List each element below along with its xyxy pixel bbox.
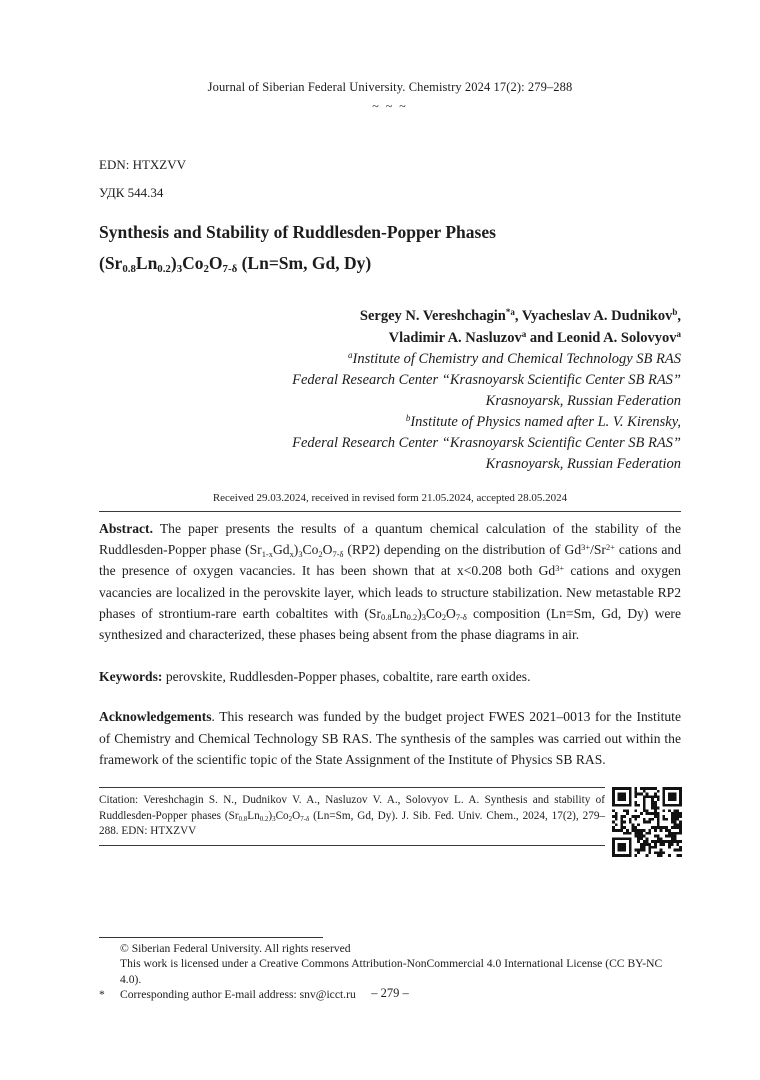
qr-code [612,787,682,857]
article-title [99,217,681,279]
affiliation-line: Federal Research Center “Krasnoyarsk Scientific Center SB RAS” [292,435,681,451]
affiliation-line: Krasnoyarsk, Russian Federation [485,393,681,409]
asterisk-marker: * [99,988,105,1002]
divider [99,787,605,788]
keywords-section [99,666,681,687]
acknowledgements-text: . This research was funded by the budget project FWES 2021–0013 for the Institute of Chemistry and Chemical Technology SB RAS. The synthesis of the samples was carried out within the framework of the scientific topic of the State Assignment of the Institute of Physics SB RAS. [99,709,681,768]
journal-header: Journal of Siberian Federal University. Chemistry 2024 17(2): 279–288 [207,80,573,94]
abstract-section [99,518,681,645]
divider [99,511,681,512]
tilde-separator: ~ ~ ~ [372,99,408,113]
corresponding-author-email: Corresponding author E-mail address: snv@icct.ru [120,988,356,1002]
received-dates: Received 29.03.2024, received in revised form 21.05.2024, accepted 28.05.2024 [212,492,568,504]
copyright-line: © Siberian Federal University. All rights reserved [120,942,351,955]
author-list [99,306,681,349]
affiliation-line: Krasnoyarsk, Russian Federation [485,456,681,472]
keywords-label: Keywords: [99,669,163,684]
footnote-divider [99,937,323,938]
page-number: – 279 – [371,986,409,1000]
citation-text: Citation: Vereshchagin S. N., Dudnikov V. A., Nasluzov V. A., Solovyov L. A. Synthesis and stability of Ruddlesden-Popper phases $(Sr_{0.8}Ln_{0.2})_3Co_2O_{7-\delta}$ (Ln=Sm, Gd, Dy). J. Sib. Fed. Univ. Chem., 2024, 17(2), 279–288. EDN: HTXZVV [99,794,606,838]
acknowledgements-section [99,706,681,771]
abstract-label: Abstract. [99,521,153,536]
affiliation-line: Federal Research Center “Krasnoyarsk Scientific Center SB RAS” [292,372,681,388]
acknowledgements-label: Acknowledgements [99,709,212,724]
qr-code-graphic [612,787,682,857]
udk-code: УДК 544.34 [99,185,164,200]
article-title-line2: $(Sr_{0.8}Ln_{0.2})_3Co_2O_{7-\delta}$ (Ln=Sm, Gd, Dy) [99,253,372,276]
edn-code: EDN: HTXZVV [99,157,187,172]
keywords-text: perovskite, Ruddlesden-Popper phases, cobaltite, rare earth oxides. [162,669,531,684]
affiliation-line: $^b$Institute of Physics named after L. V. Kirensky, [405,413,681,430]
author-line: Vladimir A. Nasluzov$^a$ and Leonid A. Solovyov$^a$ [388,328,681,346]
license-line: This work is licensed under a Creative Commons Attribution-NonCommercial 4.0 International License (CC BY-NC 4.0). [120,957,663,986]
author-line: Sergey N. Vereshchagin$^{*a}$, Vyacheslav A. Dudnikov$^b$, [359,307,681,324]
affiliation-line: $^a$Institute of Chemistry and Chemical Technology SB RAS [348,350,681,367]
affiliations [99,349,681,475]
divider [99,845,605,846]
abstract-text: The paper presents the results of a quantum chemical calculation of the stability of the Ruddlesden-Popper phase $(Sr_{1-x}Gd_x)_3Co_2O_{7-\delta}$ (RP2) depending on the distribution of $Gd^{3+}/Sr^{2+}$ cations and the presence of oxygen vacancies. It has been shown that at x<0.208 both $Gd^{3+}$ cations and oxygen vacancies are localized in the perovskite layer, which leads to structure stabilization. New metastable RP2 phases of strontium-rare earth cobaltites with $(Sr_{0.8}Ln_{0.2})_3Co_2O_{7-\delta}$ composition (Ln=Sm, Gd, Dy) were synthesized and characterized, these phases being absent from the phase diagrams in air. [99,521,681,643]
article-title-line1: Synthesis and Stability of Ruddlesden-Popper Phases [99,222,496,242]
